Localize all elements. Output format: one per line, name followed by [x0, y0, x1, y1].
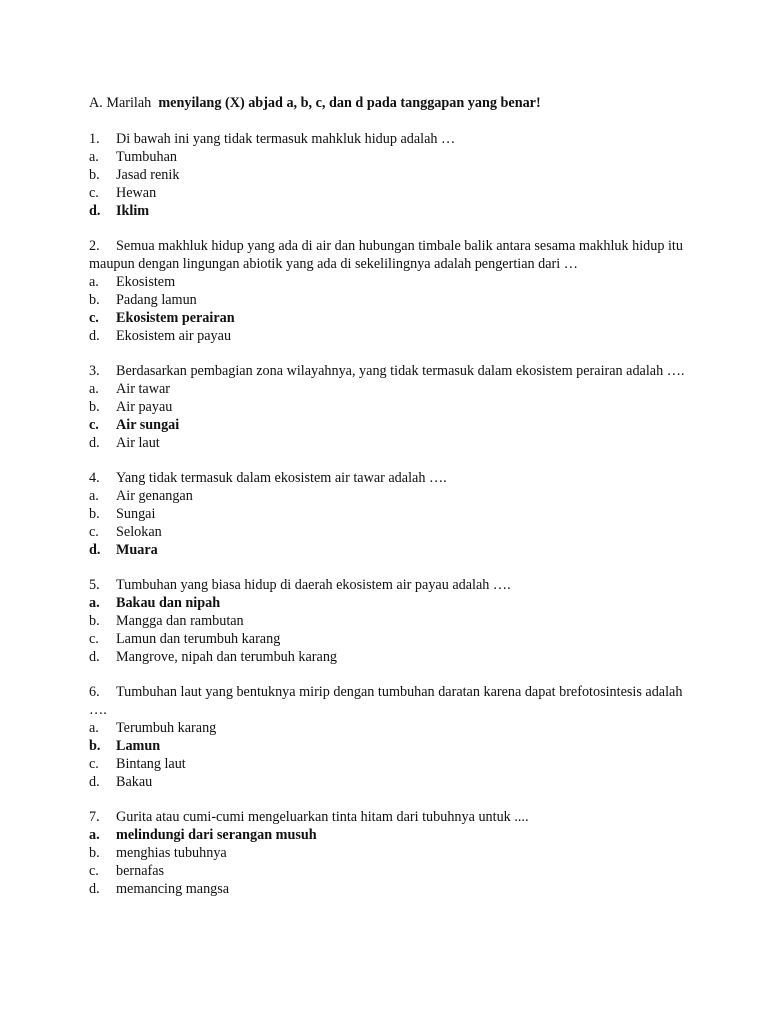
option-text: memancing mangsa	[116, 881, 230, 897]
question-body: Yang tidak termasuk dalam ekosistem air tawar adalah ….	[116, 470, 447, 486]
option-letter: d.	[89, 649, 100, 665]
option-letter: a.	[89, 149, 99, 165]
option-text: Mangga dan rambutan	[116, 613, 244, 629]
question-number: 3.	[89, 363, 100, 379]
question-text	[89, 576, 689, 594]
option-text: Muara	[116, 542, 158, 558]
option-text: Ekosistem	[116, 274, 176, 290]
quiz-content	[89, 94, 689, 915]
option-letter: d.	[89, 203, 101, 219]
option-letter: c.	[89, 524, 99, 540]
option-letter: d.	[89, 774, 100, 790]
question-text	[89, 683, 689, 719]
option-text: Selokan	[116, 524, 162, 540]
question-number: 5.	[89, 577, 100, 593]
instruction	[89, 94, 689, 112]
instruction-prefix: A. Marilah	[89, 95, 152, 111]
answer-option[interactable]	[89, 202, 689, 220]
question-7	[89, 808, 689, 898]
question-body: Semua makhluk hidup yang ada di air dan hubungan timbale balik antara sesama makhluk hidup itu maupun dengan lingungan abiotik yang ada di sekelilingnya adalah pengertian dari …	[89, 238, 683, 272]
question-6	[89, 683, 689, 791]
option-letter: b.	[89, 167, 100, 183]
option-letter: a.	[89, 720, 99, 736]
option-letter: c.	[89, 417, 99, 433]
question-body: Di bawah ini yang tidak termasuk mahkluk hidup adalah …	[116, 131, 456, 147]
question-3	[89, 362, 689, 452]
answer-option[interactable]	[89, 594, 689, 612]
answer-option[interactable]	[89, 291, 689, 309]
answer-option[interactable]	[89, 523, 689, 541]
question-2	[89, 237, 689, 345]
answer-option[interactable]	[89, 505, 689, 523]
answer-option[interactable]	[89, 398, 689, 416]
option-letter: b.	[89, 613, 100, 629]
answer-option[interactable]	[89, 755, 689, 773]
answer-option[interactable]	[89, 309, 689, 327]
option-text: Air laut	[116, 435, 160, 451]
answer-option[interactable]	[89, 487, 689, 505]
question-body: Gurita atau cumi-cumi mengeluarkan tinta hitam dari tubuhnya untuk ....	[116, 809, 529, 825]
answer-option[interactable]	[89, 380, 689, 398]
option-letter: b.	[89, 399, 100, 415]
option-text: Bakau	[116, 774, 153, 790]
question-number: 1.	[89, 131, 100, 147]
answer-option[interactable]	[89, 273, 689, 291]
option-letter: a.	[89, 488, 99, 504]
answer-option[interactable]	[89, 862, 689, 880]
question-list	[89, 130, 689, 898]
option-text: Lamun	[116, 738, 161, 754]
question-text	[89, 469, 689, 487]
option-letter: c.	[89, 756, 99, 772]
answer-option[interactable]	[89, 719, 689, 737]
option-text: Padang lamun	[116, 292, 197, 308]
option-letter: c.	[89, 185, 99, 201]
answer-option[interactable]	[89, 327, 689, 345]
option-text: Ekosistem perairan	[116, 310, 235, 326]
question-5	[89, 576, 689, 666]
answer-option[interactable]	[89, 541, 689, 559]
question-number: 7.	[89, 809, 100, 825]
option-letter: d.	[89, 542, 101, 558]
option-text: menghias tubuhnya	[116, 845, 227, 861]
question-number: 2.	[89, 238, 100, 254]
option-text: Sungai	[116, 506, 156, 522]
answer-option[interactable]	[89, 612, 689, 630]
answer-option[interactable]	[89, 826, 689, 844]
question-4	[89, 469, 689, 559]
answer-option[interactable]	[89, 166, 689, 184]
option-letter: a.	[89, 595, 100, 611]
answer-option[interactable]	[89, 416, 689, 434]
question-text	[89, 130, 689, 148]
option-letter: a.	[89, 827, 100, 843]
option-letter: c.	[89, 631, 99, 647]
option-letter: d.	[89, 328, 100, 344]
option-text: Mangrove, nipah dan terumbuh karang	[116, 649, 338, 665]
option-text: Iklim	[116, 203, 150, 219]
option-text: Hewan	[116, 185, 157, 201]
option-text: melindungi dari serangan musuh	[116, 827, 317, 843]
option-text: Tumbuhan	[116, 149, 177, 165]
option-letter: b.	[89, 292, 100, 308]
option-letter: c.	[89, 310, 99, 326]
question-body: Tumbuhan laut yang bentuknya mirip dengan tumbuhan daratan karena dapat brefotosintesis adalah ….	[89, 684, 683, 718]
question-text	[89, 237, 689, 273]
answer-option[interactable]	[89, 148, 689, 166]
option-letter: d.	[89, 881, 100, 897]
option-text: Terumbuh karang	[116, 720, 217, 736]
answer-option[interactable]	[89, 648, 689, 666]
option-letter: b.	[89, 845, 100, 861]
instruction-bold: menyilang (X) abjad a, b, c, dan d pada tanggapan yang benar!	[158, 95, 541, 111]
option-letter: a.	[89, 381, 99, 397]
question-text	[89, 808, 689, 826]
question-number: 4.	[89, 470, 100, 486]
option-letter: b.	[89, 738, 101, 754]
answer-option[interactable]	[89, 773, 689, 791]
question-body: Berdasarkan pembagian zona wilayahnya, yang tidak termasuk dalam ekosistem perairan adalah ….	[116, 363, 685, 379]
answer-option[interactable]	[89, 880, 689, 898]
option-text: Air tawar	[116, 381, 170, 397]
option-text: Lamun dan terumbuh karang	[116, 631, 281, 647]
answer-option[interactable]	[89, 184, 689, 202]
question-body: Tumbuhan yang biasa hidup di daerah ekosistem air payau adalah ….	[116, 577, 511, 593]
question-1	[89, 130, 689, 220]
answer-option[interactable]	[89, 844, 689, 862]
option-text: Air payau	[116, 399, 173, 415]
option-text: Jasad renik	[116, 167, 180, 183]
option-letter: b.	[89, 506, 100, 522]
question-number: 6.	[89, 684, 100, 700]
option-text: Air sungai	[116, 417, 180, 433]
question-text	[89, 362, 689, 380]
option-text: bernafas	[116, 863, 165, 879]
option-letter: c.	[89, 863, 99, 879]
option-text: Bakau dan nipah	[116, 595, 221, 611]
answer-option[interactable]	[89, 630, 689, 648]
answer-option[interactable]	[89, 434, 689, 452]
option-text: Air genangan	[116, 488, 193, 504]
option-letter: d.	[89, 435, 100, 451]
answer-option[interactable]	[89, 737, 689, 755]
option-text: Ekosistem air payau	[116, 328, 232, 344]
option-text: Bintang laut	[116, 756, 186, 772]
option-letter: a.	[89, 274, 99, 290]
